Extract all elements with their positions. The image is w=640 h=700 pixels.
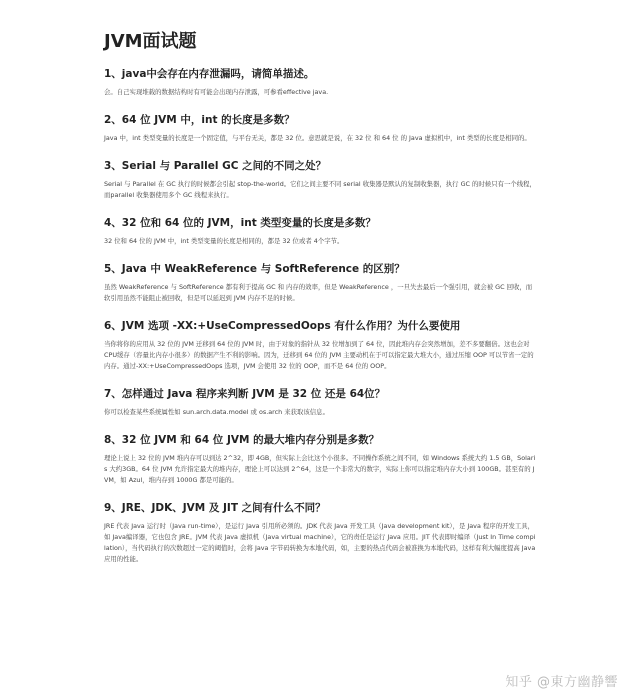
document-body <box>104 30 536 579</box>
answer-5: 虽然 WeakReference 与 SoftReference 都有利于提高 GC 和 内存的效率，但是 WeakReference ，一旦失去最后一个强引用，就会被 GC 回收，而软引用虽然不能阻止被回收，但是可以延迟到 JVM 内存不足的时候。 <box>104 283 533 302</box>
qa-item-2 <box>104 112 536 144</box>
qa-item-3 <box>104 158 536 201</box>
answer-2: Java 中，int 类型变量的长度是一个固定值，与平台无关，都是 32 位。意思就是说，在 32 位 和 64 位 的 Java 虚拟机中，int 类型的长度是相同的。 <box>104 134 531 142</box>
watermark: 知乎 @東方幽静響 <box>505 675 618 690</box>
question-1: 1、java中会存在内存泄漏吗，请简单描述。 <box>104 68 315 80</box>
question-5: 5、Java 中 WeakReference 与 SoftReference 的区别？ <box>104 263 405 275</box>
qa-item-7 <box>104 386 536 418</box>
question-4: 4、32 位和 64 位的 JVM，int 类型变量的长度是多数？ <box>104 217 376 229</box>
qa-item-1 <box>104 66 536 98</box>
qa-item-9 <box>104 500 536 565</box>
answer-4: 32 位和 64 位的 JVM 中，int 类型变量的长度是相同的，都是 32 位或者 4个字节。 <box>104 237 344 245</box>
answer-6: 当你将你的应用从 32 位的 JVM 迁移到 64 位的 JVM 时，由于对象的指针从 32 位增加到了 64 位，因此堆内存会突然增加，差不多要翻倍。这也会对 CPU缓存（容量比内存小很多）的数据产生不利的影响。因为，迁移到 64 位的 JVM 主要动机在于可以指定最大堆大小，通过压缩 OOP 可以节省一定的内存。通过-XX:+UseCompressedOops 选项，JVM 会使用 32 位的 OOP，而不是 64 位的 OOP。 <box>104 340 534 370</box>
answer-3: Serial 与 Parallel 在 GC 执行的时候都会引起 stop-the-world。它们之间主要不同 serial 收集器是默认的复制收集器，执行 GC 的时候只有一个线程，而parallel 收集器使用多个 GC 线程来执行。 <box>104 180 536 199</box>
qa-item-4 <box>104 215 536 247</box>
qa-item-6 <box>104 318 536 372</box>
question-2: 2、64 位 JVM 中，int 的长度是多数？ <box>104 114 295 126</box>
qa-item-5 <box>104 261 536 304</box>
answer-1: 会。自己实现堆载的数据结构时有可能会出现内存泄露，可参看effective java. <box>104 88 329 96</box>
question-8: 8、32 位 JVM 和 64 位 JVM 的最大堆内存分别是多数？ <box>104 434 380 446</box>
question-7: 7、怎样通过 Java 程序来判断 JVM 是 32 位 还是 64位？ <box>104 388 386 400</box>
document-title: JVM面试题 <box>104 31 197 52</box>
answer-9: JRE 代表 Java 运行时（Java run-time），是运行 Java 引用所必须的。JDK 代表 Java 开发工具（Java development kit），是 Java 程序的开发工具，如 Java编译器，它也包含 JRE。JVM 代表 Java 虚拟机（Java virtual machine），它的责任是运行 Java 应用。JIT 代表即时编译（Just In Time compilation），当代码执行的次数超过一定的阈值时，会将 Java 字节码转换为本地代码，如，主要的热点代码会被准换为本地代码，这样有利大幅度提高 Java 应用的性能。 <box>104 522 536 563</box>
qa-item-8 <box>104 432 536 486</box>
question-9: 9、JRE、JDK、JVM 及 JIT 之间有什么不同？ <box>104 502 326 514</box>
question-6: 6、JVM 选项 -XX:+UseCompressedOops 有什么作用？为什么要使用 <box>104 320 461 332</box>
question-3: 3、Serial 与 Parallel GC 之间的不同之处？ <box>104 160 327 172</box>
answer-7: 你可以检查某些系统属性如 sun.arch.data.model 或 os.arch 来获取该信息。 <box>104 408 329 416</box>
answer-8: 理论上说上 32 位的 JVM 堆内存可以到达 2^32，即 4GB，但实际上会比这个小很多。不同操作系统之间不同，如 Windows 系统大约 1.5 GB，Solaris 大约3GB。64 位 JVM 允许指定最大的堆内存，理论上可以达到 2^64，这是一个非常大的数字，实际上你可以指定堆内存大小到 100GB。甚至有的 JVM，如 Azul，堆内存到 1000G 都是可能的。 <box>104 454 536 484</box>
